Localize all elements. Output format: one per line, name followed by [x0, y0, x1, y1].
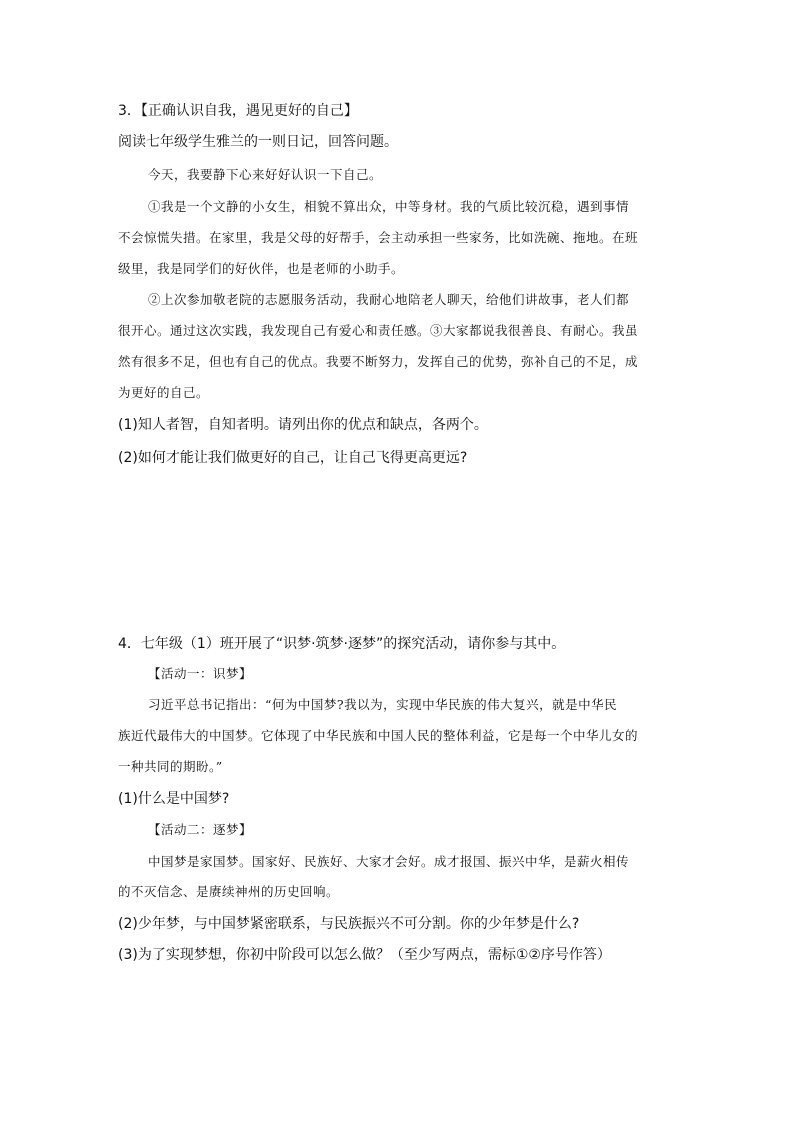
question-3-sub1: (1)知人者智，自知者明。请列出你的优点和缺点，各两个。 [118, 417, 488, 433]
question-4-sub3: (3)为了实现梦想，你初中阶段可以怎么做？（至少写两点，需标①②序号作答） [118, 947, 611, 963]
diary-line: ①我是一个文静的小女生，相貌不算出众，中等身材。我的气质比较沉稳，遇到事情 [148, 199, 630, 214]
activity-1-line: 习近平总书记指出：“何为中国梦?我以为，实现中华民族的伟大复兴，就是中华民 [148, 697, 618, 712]
diary-line: 然有很多不足，但也有自己的优点。我要不断努力，发挥自己的优势，弥补自己的不足，成 [118, 354, 639, 369]
diary-line: ②上次参加敬老院的志愿服务活动，我耐心地陪老人聊天，给他们讲故事，老人们都 [148, 292, 630, 307]
question-3-intro: 阅读七年级学生雅兰的一则日记，回答问题。 [118, 134, 398, 150]
activity-1-line: 一种共同的期盼。” [118, 759, 223, 774]
question-4-title: 4．七年级（1）班开展了“识梦·筑梦·逐梦”的探究活动，请你参与其中。 [118, 636, 566, 652]
activity-1-title: 【活动一：识梦】 [148, 666, 253, 681]
activity-2-title: 【活动二：逐梦】 [148, 822, 253, 837]
activity-1-line: 族近代最伟大的中国梦。它体现了中华民族和中国人民的整体利益，它是每一个中华儿女的 [118, 728, 639, 743]
question-4-sub2: (2)少年梦，与中国梦紧密联系，与民族振兴不可分割。你的少年梦是什么? [118, 916, 580, 932]
question-4-sub1: (1)什么是中国梦? [118, 791, 230, 807]
activity-2-line: 中国梦是家国梦。国家好、民族好、大家才会好。成才报国、振兴中华，是薪火相传 [148, 854, 630, 869]
question-3-sub2: (2)如何才能让我们做更好的自己，让自己飞得更高更远? [118, 450, 468, 466]
diary-line: 为更好的自己。 [118, 385, 210, 400]
diary-line: 不会惊慌失措。在家里，我是父母的好帮手，会主动承担一些家务，比如洗碗、拖地。在班 [118, 230, 639, 245]
activity-2-line: 的不灭信念、是赓续神州的历史回响。 [118, 884, 340, 899]
diary-line: 今天，我要静下心来好好认识一下自己。 [148, 167, 383, 182]
question-3-title: 3．【正确认识自我，遇见更好的自己】 [118, 103, 358, 119]
diary-line: 很开心。通过这次实践，我发现自己有爱心和责任感。③大家都说我很善良、有耐心。我虽 [118, 323, 639, 338]
diary-line: 级里，我是同学们的好伙伴，也是老师的小助手。 [118, 261, 405, 276]
